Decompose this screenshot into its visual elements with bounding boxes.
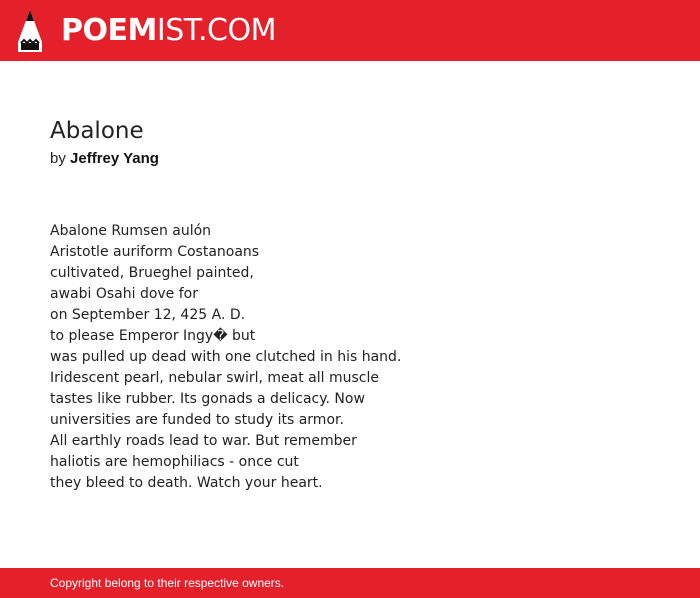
site-header <box>0 0 700 61</box>
poem-line: to please Emperor Ingy� but <box>50 328 256 344</box>
pencil-tip-icon[interactable] <box>17 9 43 53</box>
poem-line: tastes like rubber. Its gonads a delicacy. Now <box>50 391 365 407</box>
poem-title: Abalone <box>50 118 144 144</box>
poem-line: haliotis are hemophiliacs - once cut <box>50 454 299 470</box>
by-label: by <box>50 150 66 167</box>
poem-line: on September 12, 425 A. D. <box>50 307 246 323</box>
poem-line: awabi Osahi dove for <box>50 286 198 302</box>
poem-line: they bleed to death. Watch your heart. <box>50 475 323 491</box>
author-link[interactable]: Jeffrey Yang <box>70 150 159 167</box>
poem-line: cultivated, Brueghel painted, <box>50 265 254 281</box>
poem-byline <box>50 147 650 171</box>
poem-line: All earthly roads lead to war. But remember <box>50 433 357 449</box>
site-logo-link[interactable] <box>61 11 276 51</box>
poem-line: was pulled up dead with one clutched in his hand. <box>50 349 402 365</box>
poem-article <box>50 115 650 494</box>
poem-line: Abalone Rumsen aulón <box>50 223 212 239</box>
poem-body <box>50 221 650 494</box>
brand-light-text: IST.COM <box>156 13 276 48</box>
copyright-notice: Copyright belong to their respective owners. <box>50 576 285 590</box>
site-footer <box>0 568 700 598</box>
poem-line: Iridescent pearl, nebular swirl, meat all muscle <box>50 370 379 386</box>
brand-bold-text: POEM <box>61 13 157 48</box>
poem-line: universities are funded to study its armor. <box>50 412 344 428</box>
poem-line: Aristotle auriform Costanoans <box>50 244 260 260</box>
